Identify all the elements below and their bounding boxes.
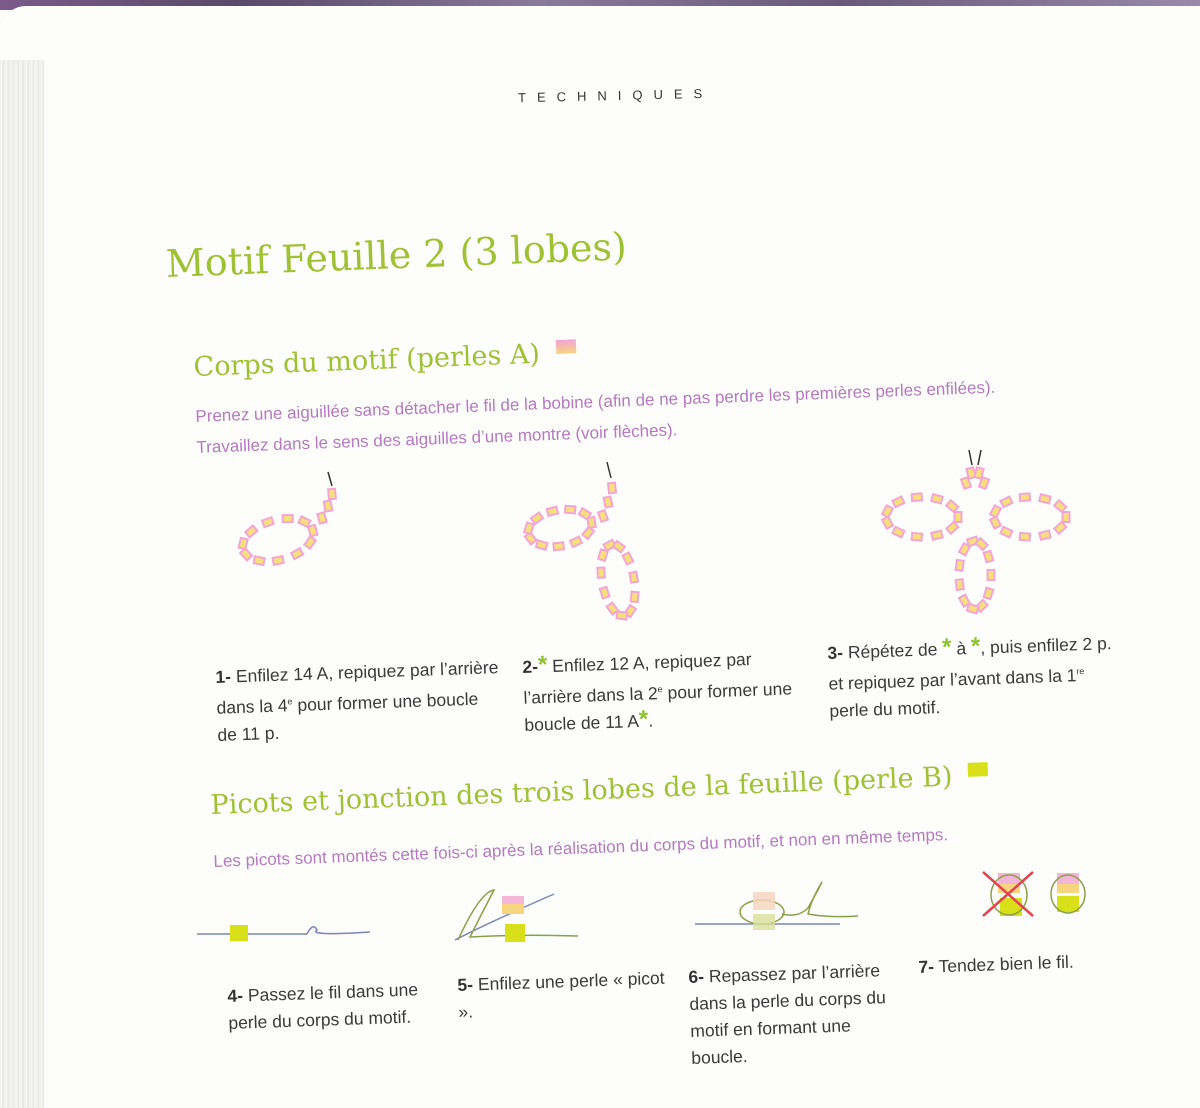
- step-3: [827, 630, 1115, 725]
- intro-text-body-2: Travaillez dans le sens des aiguilles d’une montre (voir flèches).: [196, 420, 678, 457]
- bead-a: [262, 517, 274, 527]
- bead-a: [608, 483, 616, 494]
- bead-a: [298, 516, 310, 527]
- bead-loop-diagram-1: [239, 489, 336, 565]
- bead-a: [1063, 512, 1070, 522]
- intro-text-body-1: Prenez une aiguillée sans détacher le fil de la bobine (afin de ne pas perdre les premières perles enfilées).: [195, 377, 996, 426]
- step-2: [522, 644, 810, 739]
- bead-a: [892, 497, 904, 508]
- figure-step-5: [450, 882, 590, 952]
- bead-a: [955, 512, 962, 522]
- bead-a: [598, 510, 608, 522]
- bead-b-icon: [753, 914, 775, 930]
- bead-a: [531, 512, 543, 524]
- section-heading-picots-text: Picots et jonction des trois lobes de la feuille (perle B): [210, 761, 954, 821]
- bead-a: [582, 527, 594, 539]
- step-3-text-b: à: [951, 637, 972, 659]
- step-3-text-a: Répétez de: [847, 638, 943, 663]
- step-5-number: 5-: [457, 974, 474, 995]
- bead-a: [990, 517, 1001, 529]
- bead-a: [967, 604, 979, 614]
- step-2-sup: e: [657, 684, 663, 695]
- bead-a: [273, 556, 284, 565]
- step-6-number: 6-: [688, 966, 705, 987]
- figure-step-6: [690, 878, 870, 938]
- bead-a: [912, 493, 923, 501]
- bead-a: [1054, 500, 1066, 512]
- bead-b-icon: [505, 924, 525, 942]
- bead-a: [912, 533, 923, 541]
- bead-a: [974, 467, 983, 478]
- figure-step-4: [195, 910, 385, 950]
- bead-a: [547, 507, 558, 516]
- step-5-text: Enfilez une perle « picot ».: [458, 967, 665, 1022]
- bead-a: [536, 540, 548, 549]
- bead-a: [245, 526, 257, 538]
- bead-a: [579, 508, 591, 519]
- bead-a: [882, 517, 893, 529]
- bead-a: [597, 568, 604, 578]
- bead-a: [607, 603, 619, 615]
- intro-text-picots: Les picots sont montés cette fois-ci après la réalisation du corps du motif, et non en même temps.: [213, 825, 949, 871]
- step-7-number: 7-: [918, 956, 935, 977]
- bead-b-swatch-icon: [968, 762, 989, 777]
- bead-a: [254, 556, 265, 565]
- bead-a: [990, 505, 1001, 517]
- page-stack-edges: [0, 60, 44, 1108]
- bead-a: [988, 570, 995, 580]
- bead-a: [283, 515, 293, 522]
- step-4: [227, 976, 439, 1037]
- figure-step-3: [880, 445, 1080, 615]
- bead-a: [565, 506, 576, 514]
- bead-loop-diagram-3: [882, 467, 1069, 613]
- step-1-sup: e: [287, 696, 293, 707]
- step-3-number: 3-: [827, 642, 844, 663]
- bead-a: [984, 551, 994, 563]
- step-1-number: 1-: [215, 666, 232, 687]
- bead-a: [570, 537, 582, 548]
- bead-a: [1039, 531, 1050, 540]
- step-2-number: 2-: [522, 656, 539, 677]
- star-icon: *: [638, 705, 649, 733]
- bead-a: [931, 494, 942, 503]
- step-4-number: 4-: [227, 985, 244, 1006]
- step-2-text-end: .: [647, 710, 654, 731]
- bead-a: [955, 579, 963, 590]
- step-3-text-c: , puis enfilez 2 p. et repiquez par l’avant dans la 1: [828, 633, 1112, 694]
- bead-a: [604, 496, 613, 507]
- step-6: [688, 957, 902, 1072]
- figure-step-7: [975, 868, 1095, 923]
- bead-a: [524, 523, 534, 535]
- star-icon: *: [970, 632, 981, 660]
- bead-a: [308, 525, 317, 536]
- bead-a: [892, 527, 904, 538]
- bead-a: [291, 548, 303, 559]
- bead-loop-diagram-2: [524, 483, 639, 620]
- page-title: Motif Feuille 2 (3 lobes): [165, 224, 628, 286]
- section-heading-body-text: Corps du motif (perles A): [193, 338, 541, 383]
- bead-a: [631, 591, 639, 602]
- section-header: TECHNIQUES: [517, 85, 714, 106]
- bead-a: [1020, 533, 1031, 541]
- bead-a: [629, 572, 638, 583]
- bead-a: [955, 560, 963, 571]
- step-1-text-a: Enfilez 14 A, repiquez par l’arrière dans la 4: [216, 657, 499, 718]
- bead-a: [946, 522, 958, 534]
- step-6-text: Repassez par l’arrière dans la perle du corps du motif en formant une boucle.: [689, 960, 887, 1068]
- bead-a: [317, 512, 326, 523]
- bead-a: [613, 541, 625, 553]
- bead-a: [946, 500, 958, 512]
- step-7-text: Tendez bien le fil.: [938, 951, 1075, 977]
- bead-a: [1039, 494, 1050, 503]
- bead-a: [623, 552, 634, 564]
- step-3-text-d: perle du motif.: [829, 696, 941, 721]
- figure-step-2: [515, 460, 655, 630]
- figure-step-1: [230, 470, 350, 580]
- bead-a: [304, 537, 315, 549]
- bead-a-swatch-icon: [555, 339, 576, 354]
- bead-a: [553, 542, 564, 550]
- star-icon: *: [537, 651, 548, 679]
- step-4-text: Passez le fil dans une perle du corps du motif.: [228, 979, 419, 1033]
- bead-a: [984, 588, 994, 600]
- bead-a: [324, 500, 333, 511]
- step-2-text-b: pour former une boucle de 11 A: [524, 678, 793, 735]
- bead-a: [617, 611, 628, 619]
- bead-a-icon: [753, 892, 775, 910]
- bead-a: [959, 595, 970, 607]
- bead-a: [976, 538, 988, 550]
- bead-a: [239, 538, 248, 549]
- step-1: [215, 654, 503, 749]
- step-3-sup: re: [1076, 666, 1085, 677]
- bead-a: [600, 587, 610, 599]
- bead-a: [328, 489, 336, 500]
- bead-a: [1020, 493, 1031, 501]
- bead-b-icon: [230, 925, 248, 941]
- star-icon: *: [941, 633, 952, 661]
- step-5: [457, 965, 669, 1026]
- step-2-text-a: Enfilez 12 A, repiquez par l’arrière dans la 2: [523, 648, 752, 708]
- bead-a: [1000, 527, 1012, 538]
- bead-a: [1054, 522, 1066, 534]
- bead-a: [1000, 497, 1012, 508]
- step-1-text-b: pour former une boucle de 11 p.: [217, 688, 479, 745]
- bead-a: [882, 505, 893, 517]
- bead-a: [931, 531, 942, 540]
